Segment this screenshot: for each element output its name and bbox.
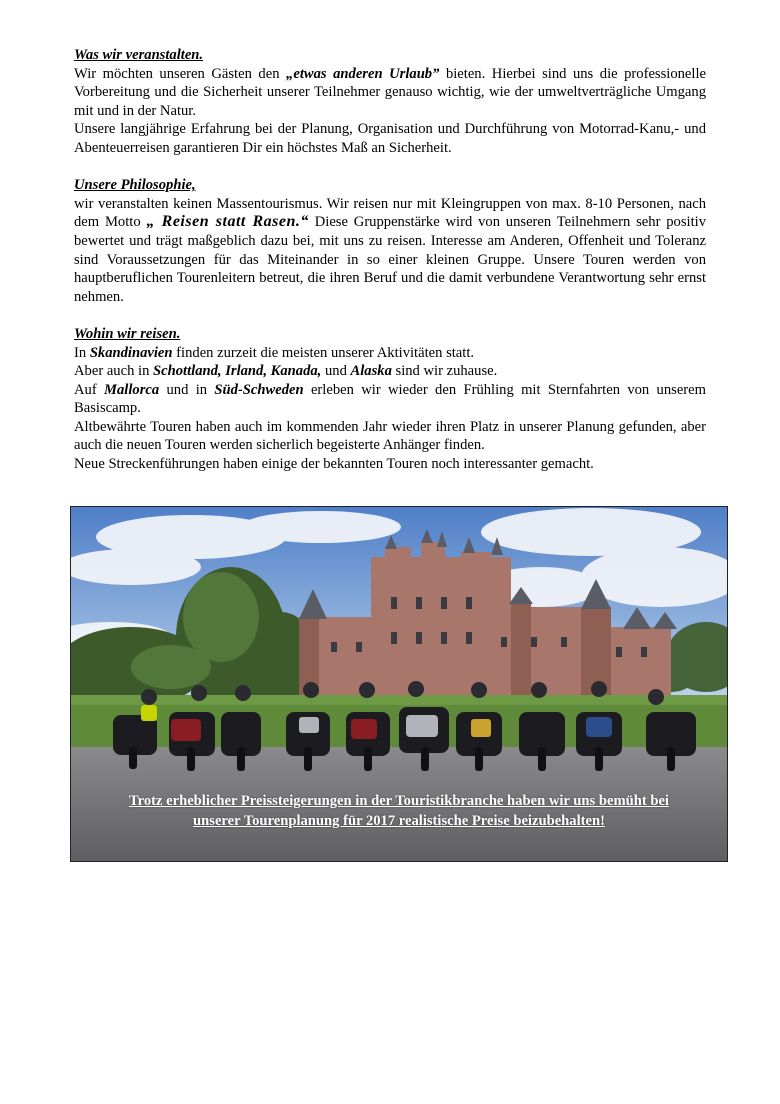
destinations-line-2: Aber auch in Schottland, Irland, Kanada, und Alaska sind wir zuhause. (74, 363, 498, 380)
paragraph-experience: Unsere langjährige Erfahrung bei der Planung, Organisation und Durchführung von Motorrad-Kanu,- und Abenteuerreisen garantieren Dir ein höchstes Maß an Sicherheit. (74, 121, 706, 156)
page-text (74, 46, 706, 474)
section-heading-philosophy: Unsere Philosophie, (74, 177, 196, 194)
destinations-line-5: Neue Streckenführungen haben einige der bekannten Touren noch interessanter gemacht. (74, 456, 594, 473)
caption-line-1: Trotz erheblicher Preissteigerungen in der Touristikbranche haben wir uns bemüht bei (128, 793, 669, 809)
section-heading-destinations: Wohin wir reisen. (74, 325, 181, 342)
destination-alaska: Alaska (350, 363, 392, 380)
paragraph-philosophy: wir veranstalten keinen Massentourismus. Wir reisen nur mit Kleingruppen von max. 8-10 Personen, nach dem Motto „ Reisen statt Rasen.“ Diese Gruppenstärke wird von unseren Teilnehmern sehr positiv bewertet und trägt maßgeblich dazu bei, mit uns zu reisen. Interesse am Anderen, Offenheit und Toleranz sind Voraussetzungen für das Miteinander in so einer kleinen Gruppe. Unsere Touren werden von hauptberuflichen Tourenleitern betreut, die ihren Beruf und die damit verbundene Verantwortung sehr ernst nehmen. (74, 195, 706, 305)
section-heading-events: Was wir veranstalten. (74, 47, 204, 63)
destinations-line-1: In Skandinavien finden zurzeit die meisten unserer Aktivitäten statt. (74, 344, 475, 361)
photo-caption (71, 791, 727, 831)
destination-list: Schottland, Irland, Kanada, (153, 363, 322, 380)
castle-motorcycle-photo (70, 506, 728, 862)
destination-south-sweden: Süd-Schweden (214, 381, 304, 398)
destination-mallorca: Mallorca (104, 381, 160, 398)
destinations-line-4: Altbewährte Touren haben auch im kommenden Jahr wieder ihren Platz in unserer Planung gefunden, aber auch die neuen Touren werden sicherlich begeisterte Anhänger finden. (74, 418, 706, 454)
motto: „ Reisen statt Rasen.“ (146, 213, 309, 231)
emphasis-other-vacation: „etwas anderen Urlaub” (286, 65, 440, 82)
caption-line-2: unserer Tourenplanung für 2017 realistische Preise beizubehalten! (193, 813, 605, 829)
paragraph-events: Wir möchten unseren Gästen den „etwas anderen Urlaub” bieten. Hierbei sind uns die professionelle Vorbereitung und die Sicherheit unserer Teilnehmer genauso wichtig, wie der umweltverträgliche Umgang mit und in der Natur. (74, 65, 706, 119)
destination-scandinavia: Skandinavien (89, 344, 173, 361)
destinations-line-3: Auf Mallorca und in Süd-Schweden erleben wir wieder den Frühling mit Sternfahrten von unserem Basiscamp. (74, 381, 706, 417)
